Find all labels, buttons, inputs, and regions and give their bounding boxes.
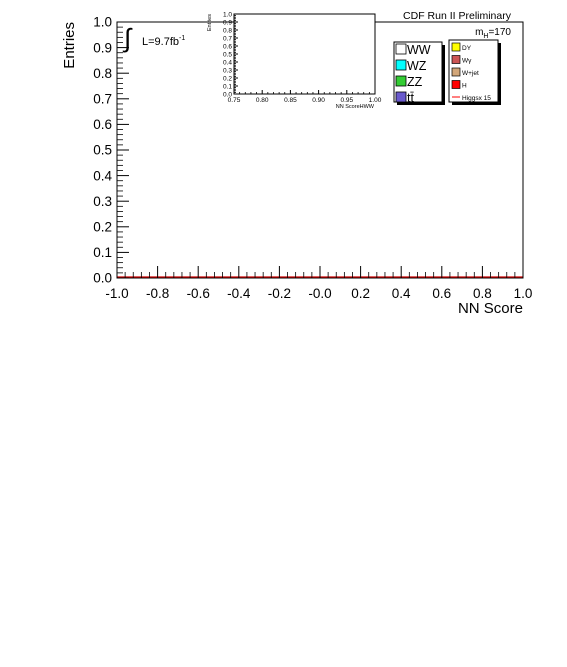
y-tick-label: 0.3 bbox=[93, 193, 112, 209]
legend-entry-label: ZZ bbox=[407, 75, 423, 89]
x-tick-label: 0.8 bbox=[473, 286, 492, 301]
x-tick-label: -0.4 bbox=[227, 286, 251, 301]
y-tick-label: 0.1 bbox=[93, 245, 112, 261]
legend-entry-label: Higgsx 15 bbox=[462, 95, 491, 102]
legend-swatch bbox=[452, 81, 460, 89]
legend-swatch bbox=[452, 68, 460, 76]
y-tick-label: 0.2 bbox=[222, 75, 232, 83]
inset-x-axis-title: NN ScoreHWW bbox=[335, 104, 374, 110]
legend-left bbox=[394, 42, 445, 105]
legend-entry-label: H bbox=[462, 82, 467, 90]
y-tick-label: 0.0 bbox=[222, 91, 232, 99]
y-tick-label: 0.5 bbox=[93, 142, 112, 158]
y-tick-label: 1.0 bbox=[93, 14, 112, 30]
x-tick-label: 1.00 bbox=[368, 97, 382, 104]
legend-swatch bbox=[396, 60, 406, 70]
legend-swatch bbox=[452, 43, 460, 51]
x-tick-label: 0.2 bbox=[351, 286, 370, 301]
y-tick-label: 0.0 bbox=[93, 270, 112, 286]
y-tick-label: 1.0 bbox=[222, 11, 232, 19]
legend-swatch bbox=[452, 56, 460, 64]
y-tick-label: 0.3 bbox=[222, 67, 232, 75]
y-tick-label: 0.4 bbox=[93, 168, 112, 184]
main-x-axis bbox=[105, 266, 532, 301]
legend-entry-label: DY bbox=[462, 45, 472, 52]
y-tick-label: 0.8 bbox=[93, 65, 112, 81]
x-tick-label: 0.75 bbox=[227, 97, 241, 104]
experiment-label: CDF Run II Preliminary bbox=[403, 10, 511, 22]
y-tick-label: 0.9 bbox=[222, 19, 232, 27]
main-x-axis-title: NN Score bbox=[457, 300, 523, 317]
y-tick-label: 0.6 bbox=[93, 117, 112, 133]
x-tick-label: -0.8 bbox=[145, 286, 170, 301]
y-tick-label: 0.9 bbox=[93, 40, 112, 56]
y-tick-label: 0.7 bbox=[93, 91, 112, 107]
main-y-axis bbox=[93, 15, 129, 286]
inset-plot bbox=[207, 11, 382, 110]
legend-entry-label: WZ bbox=[407, 59, 427, 73]
x-tick-label: 0.95 bbox=[340, 97, 354, 104]
inset-y-axis-title: Entries bbox=[207, 14, 213, 32]
integral-symbol: ∫ bbox=[124, 23, 132, 53]
legend-swatch bbox=[396, 92, 406, 102]
legend-swatch bbox=[396, 76, 406, 86]
x-tick-label: 0.4 bbox=[391, 286, 411, 301]
x-tick-label: -0.6 bbox=[186, 286, 210, 301]
higgs-mass-label: $m_H=170$ bbox=[475, 27, 511, 40]
y-tick-label: 0.5 bbox=[222, 51, 232, 59]
x-tick-label: -0.0 bbox=[308, 286, 332, 301]
legend-entry-label: WW bbox=[407, 43, 431, 57]
x-tick-label: -0.2 bbox=[267, 286, 292, 301]
y-tick-label: 0.7 bbox=[222, 35, 232, 43]
y-tick-label: 0.8 bbox=[222, 27, 232, 35]
x-tick-label: 1.0 bbox=[513, 286, 533, 301]
y-tick-label: 0.2 bbox=[93, 219, 112, 235]
x-tick-label: 0.6 bbox=[432, 286, 452, 301]
y-tick-label: 0.4 bbox=[222, 59, 232, 67]
legend-entry-label: W+jet bbox=[462, 70, 479, 77]
legend-entry-label: tt̄ bbox=[407, 91, 414, 105]
legend-entry-label: Wγ bbox=[462, 57, 472, 65]
y-tick-label: 0.6 bbox=[222, 43, 232, 51]
x-tick-label: 0.80 bbox=[255, 97, 269, 104]
main-y-axis-title: Entries bbox=[61, 22, 78, 69]
y-tick-label: 0.1 bbox=[222, 83, 232, 91]
x-tick-label: 0.90 bbox=[312, 97, 325, 104]
lumi-text: $L=9.7fb^{-1}$ bbox=[142, 35, 186, 48]
x-tick-label: 0.85 bbox=[284, 97, 297, 104]
luminosity-label bbox=[122, 22, 194, 53]
x-tick-label: -1.0 bbox=[105, 286, 129, 301]
legend-right bbox=[449, 40, 501, 105]
legend-swatch bbox=[396, 44, 406, 54]
inset-plot-frame bbox=[234, 14, 375, 94]
